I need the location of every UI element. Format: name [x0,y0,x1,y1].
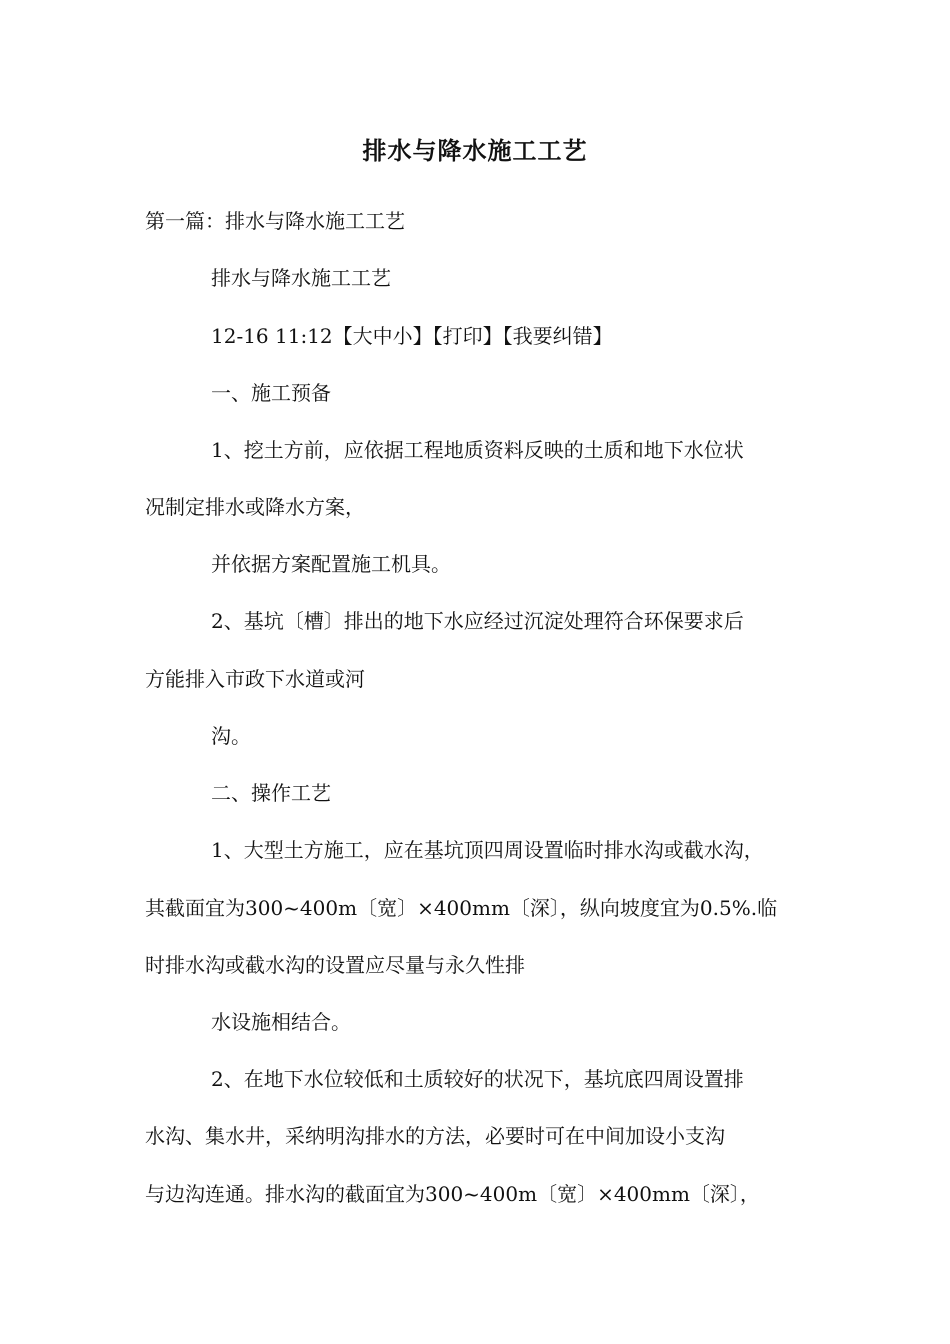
paragraph-line: 1、挖土方前，应依据工程地质资料反映的土质和地下水位状 [211,438,744,462]
document-title: 排水与降水施工工艺 [362,137,588,165]
paragraph-line: 与边沟连通。排水沟的截面宜为300~400m〔宽〕×400mm〔深〕， [145,1182,760,1206]
paragraph-line: 沟。 [211,724,251,748]
article-title: 排水与降水施工工艺 [211,266,391,290]
paragraph-line: 水沟、集水井，采纳明沟排水的方法，必要时可在中间加设小支沟 [145,1124,725,1148]
paragraph-line: 时排水沟或截水沟的设置应尽量与永久性排 [145,953,525,977]
paragraph-line: 2、基坑〔槽〕排出的地下水应经过沉淀处理符合环保要求后 [211,609,744,633]
paragraph-line: 水设施相结合。 [211,1010,351,1034]
section-heading-process: 二、操作工艺 [211,781,331,805]
paragraph-line: 况制定排水或降水方案， [145,495,365,519]
paragraph-line: 2、在地下水位较低和土质较好的状况下，基坑底四周设置排 [211,1067,744,1091]
paragraph-line: 方能排入市政下水道或河 [145,667,365,691]
paragraph-line: 其截面宜为300~400m〔宽〕×400mm〔深〕，纵向坡度宜为0.5%.临 [145,896,778,920]
paragraph-line: 1、大型土方施工，应在基坑顶四周设置临时排水沟或截水沟， [211,838,764,862]
paragraph-line: 并依据方案配置施工机具。 [211,552,451,576]
article-meta: 12-16 11:12【大中小】【打印】【我要纠错】 [211,324,613,348]
section-heading-preparation: 一、施工预备 [211,381,331,405]
section-heading: 第一篇：排水与降水施工工艺 [145,209,405,233]
